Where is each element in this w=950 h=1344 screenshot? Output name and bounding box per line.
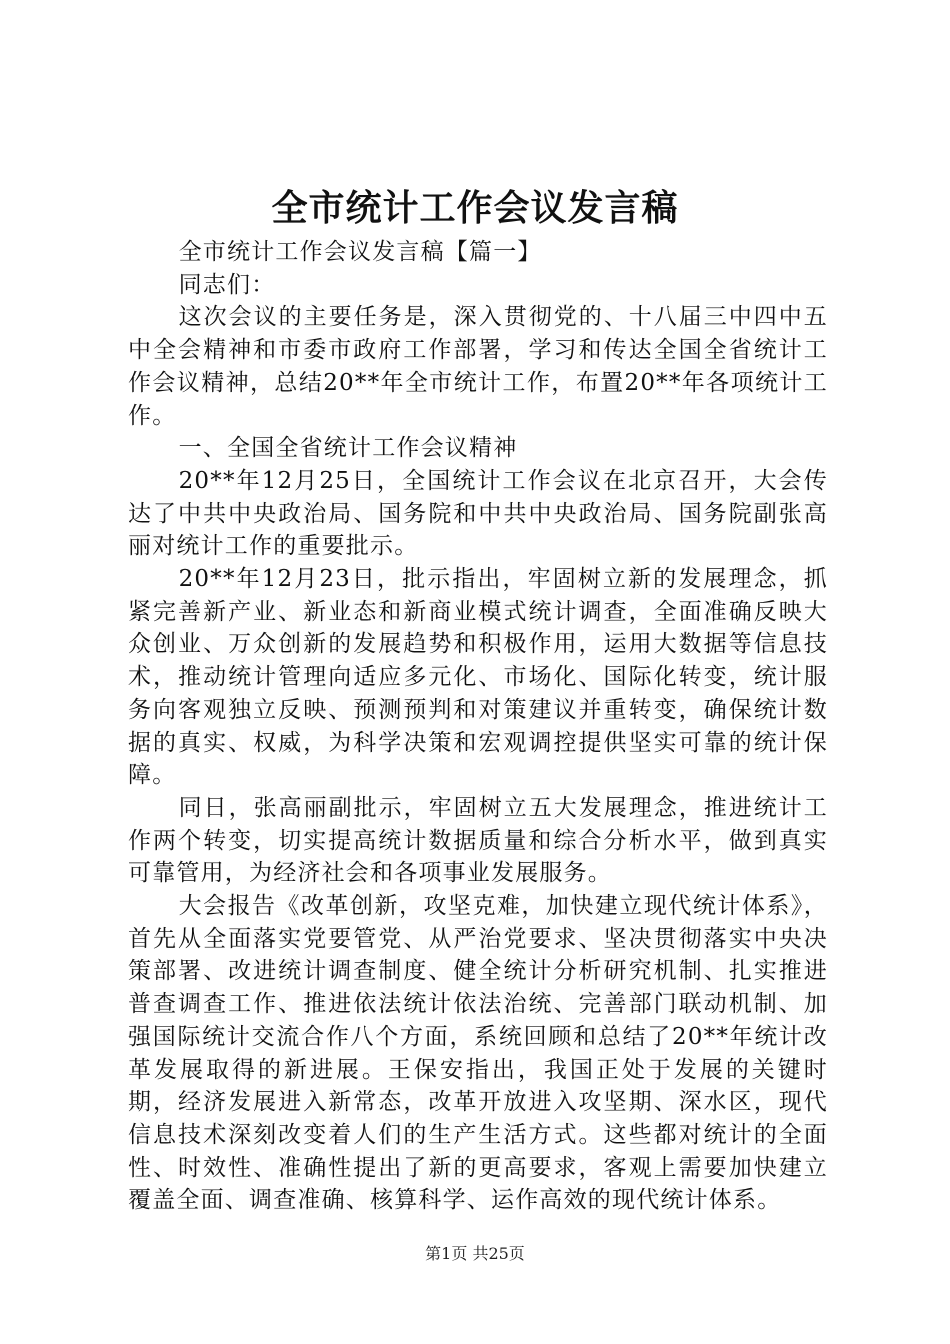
salutation: 同志们： [178,271,276,298]
section-heading: 一、全国全省统计工作会议精神 [178,435,518,462]
paragraph: 20**年12月23日，批示指出，牢固树立新的发展理念，抓紧完善新产业、新业态和新商业模式统计调查，全面准确反映大众创业、万众创新的发展趋势和积极作用，运用大数据等信息技术，推动统计管理向适应多元化、市场化、国际化转变，统计服务向客观独立反映、预测预判和对策建议并重转变，确保统计数据的真实、权威，为科学决策和宏观调控提供坚实可靠的统计保障。 [128,566,828,789]
section-heading-part-one: 全市统计工作会议发言稿【篇一】 [178,239,542,265]
document-body [128,236,828,1217]
paragraph: 这次会议的主要任务是，深入贯彻党的、十八届三中四中五中全会精神和市委市政府工作部署，学习和传达全国全省统计工作会议精神，总结20**年全市统计工作，布置20**年各项统计工作。 [128,304,828,429]
document-title: 全市统计工作会议发言稿 [271,187,679,229]
paragraph: 20**年12月25日，全国统计工作会议在北京召开，大会传达了中共中央政治局、国务院和中共中央政治局、国务院副张高丽对统计工作的重要批示。 [128,467,828,560]
paragraph: 同日，张高丽副批示，牢固树立五大发展理念，推进统计工作两个转变，切实提高统计数据质量和综合分析水平，做到真实可靠管用，为经济社会和各项事业发展服务。 [128,794,828,887]
page-footer: 第1页 共25页 [425,1244,525,1263]
paragraph: 大会报告《改革创新，攻坚克难，加快建立现代统计体系》，首先从全面落实党要管党、从严治党要求、坚决贯彻落实中央决策部署、改进统计调查制度、健全统计分析研究机制、扎实推进普查调查工作、推进依法统计依法治统、完善部门联动机制、加强国际统计交流合作八个方面，系统回顾和总结了20**年统计改革发展取得的新进展。王保安指出，我国正处于发展的关键时期，经济发展进入新常态，改革开放进入攻坚期、深水区，现代信息技术深刻改变着人们的生产生活方式。这些都对统计的全面性、时效性、准确性提出了新的更高要求，客观上需要加快建立覆盖全面、调查准确、核算科学、运作高效的现代统计体系。 [128,893,828,1214]
